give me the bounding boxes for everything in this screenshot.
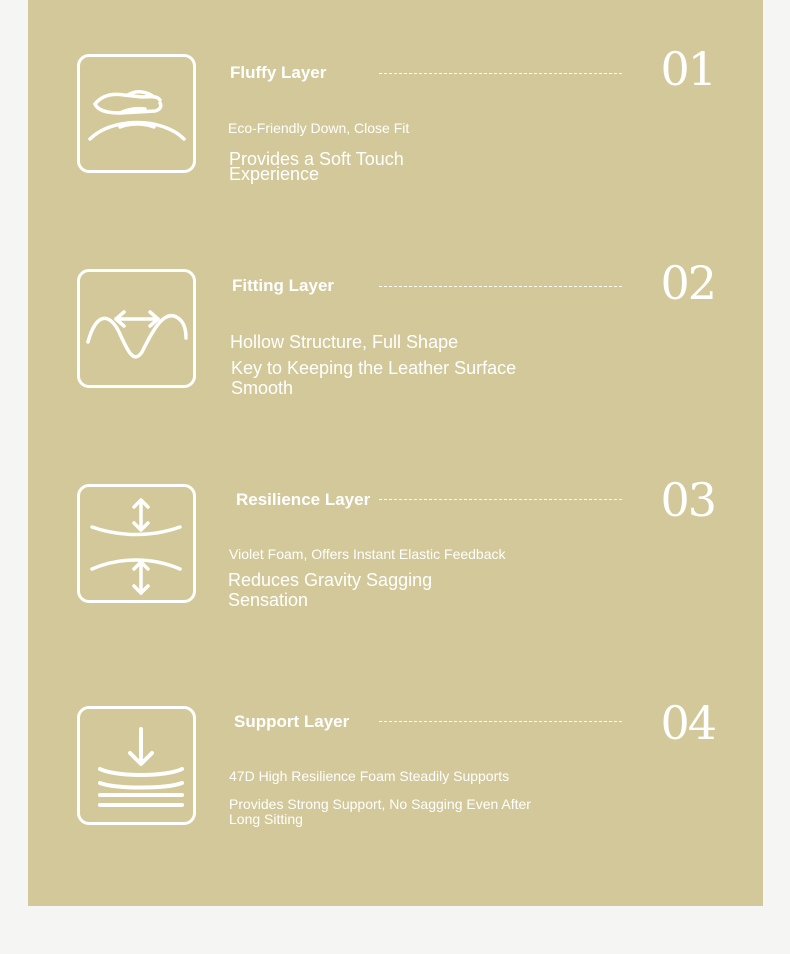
- layer-number: 01: [660, 42, 715, 96]
- layer-desc: Eco-Friendly Down, Close Fit: [228, 120, 410, 136]
- layer-desc: Hollow Structure, Full Shape: [230, 332, 459, 352]
- rebound-arrows-icon: [77, 484, 196, 603]
- support-layers-icon: [77, 706, 196, 825]
- layer-benefit-cont: Long Sitting: [229, 811, 303, 827]
- layer-benefit-cont: Experience: [229, 164, 320, 184]
- layer-title: Resilience Layer: [236, 490, 371, 509]
- layer-number: 02: [660, 256, 715, 310]
- layer-number: 03: [660, 473, 715, 527]
- layer-title: Fluffy Layer: [230, 63, 327, 82]
- divider-line: [379, 721, 622, 722]
- layer-number: 04: [660, 696, 715, 750]
- features-panel: [28, 0, 763, 906]
- layer-title: Support Layer: [234, 712, 350, 731]
- layer-benefit: Key to Keeping the Leather Surface: [231, 358, 517, 378]
- divider-line: [379, 286, 622, 287]
- layer-benefit-cont: Smooth: [231, 378, 294, 398]
- layer-desc: Violet Foam, Offers Instant Elastic Feedback: [229, 546, 506, 562]
- layer-title: Fitting Layer: [232, 276, 335, 295]
- layer-benefit-cont: Sensation: [228, 590, 309, 610]
- layer-benefit: Reduces Gravity Sagging: [228, 570, 433, 590]
- layer-benefit: Provides Strong Support, No Sagging Even After: [229, 796, 531, 812]
- divider-line: [379, 499, 622, 500]
- layer-benefit: Provides a Soft Touch: [229, 149, 404, 169]
- wave-fit-icon: [77, 269, 196, 388]
- layer-desc: 47D High Resilience Foam Steadily Supports: [229, 768, 510, 784]
